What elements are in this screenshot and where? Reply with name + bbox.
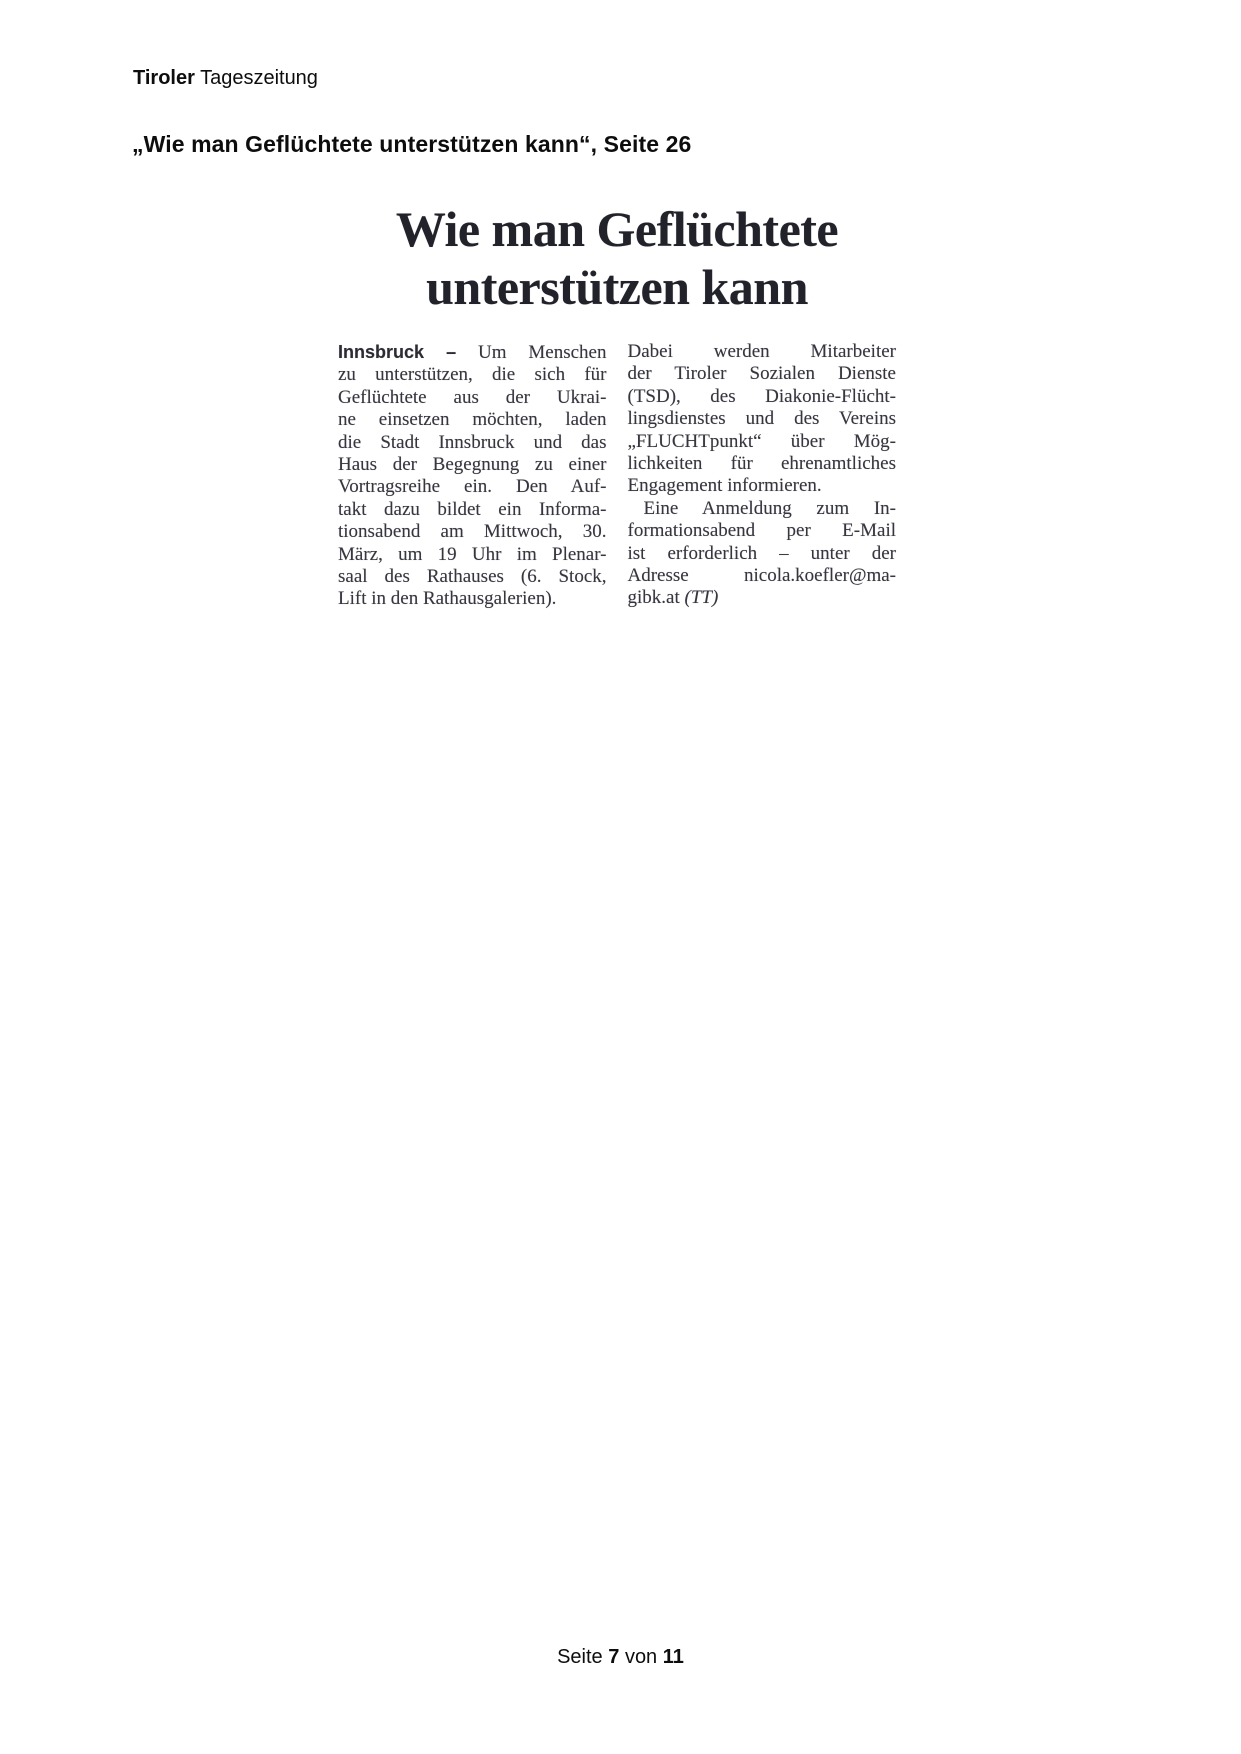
article-line: Engagement informieren.	[627, 475, 822, 497]
article-headline	[338, 200, 896, 316]
article-line: formationsabend per E-Mail	[627, 520, 896, 542]
article-line: März, um 19 Uhr im Plenar-	[338, 543, 607, 565]
article-line: „FLUCHTpunkt“ über Mög-	[627, 430, 896, 452]
article-headline-line1: Wie man Geflüchtete	[395, 201, 839, 257]
article-line: Adresse nicola.koefler@ma-	[627, 565, 896, 587]
newspaper-clipping	[338, 200, 896, 611]
article-line: Eine Anmeldung zum In-	[643, 497, 896, 519]
article-line: Lift in den Rathausgalerien).	[338, 588, 557, 610]
article-line: die Stadt Innsbruck und das	[338, 431, 607, 453]
article-line: lichkeiten für ehrenamtliches	[627, 453, 896, 475]
newspaper-source-rest: Tageszeitung	[194, 67, 318, 89]
article-line	[628, 587, 897, 609]
article-line: lingsdienstes und des Vereins	[627, 408, 896, 430]
article-line: Dabei werden Mitarbeiter	[627, 341, 896, 362]
footer-of: von	[624, 1646, 658, 1668]
article-headline-line2: unterstützen kann	[426, 259, 808, 315]
article-line: ne einsetzen möchten, laden	[338, 409, 607, 431]
article-credit: (TT)	[684, 587, 719, 609]
article-dateline: Innsbruck –	[338, 342, 457, 362]
newspaper-source-bold: Tiroler	[133, 67, 195, 89]
article-column-right	[628, 341, 897, 611]
page-footer	[0, 1646, 1241, 1669]
document-heading: „Wie man Geflüchtete unterstützen kann“, Seite 26	[132, 131, 692, 157]
article-body	[338, 341, 896, 611]
article-column-left	[338, 341, 607, 611]
article-line: der Tiroler Sozialen Dienste	[627, 363, 896, 385]
article-line: takt dazu bildet ein Informa-	[338, 498, 607, 520]
article-line: Vortragsreihe ein. Den Auf-	[338, 476, 607, 498]
newspaper-source	[133, 66, 318, 90]
article-line: zu unterstützen, die sich für	[338, 364, 607, 386]
footer-label: Seite	[557, 1646, 603, 1668]
article-line: Geflüchtete aus der Ukrai-	[338, 386, 607, 408]
article-line: tionsabend am Mittwoch, 30.	[338, 521, 607, 543]
article-line: Haus der Begegnung zu einer	[338, 454, 607, 476]
article-line-text: Um Menschen	[456, 342, 607, 363]
article-line: saal des Rathauses (6. Stock,	[338, 566, 607, 588]
footer-total-pages: 11	[662, 1646, 684, 1668]
footer-page-number: 7	[608, 1646, 620, 1668]
article-line-text: gibk.at	[627, 587, 685, 609]
article-line: (TSD), des Diakonie-Flücht-	[627, 385, 896, 407]
article-line	[338, 341, 607, 364]
article-line: ist erforderlich – unter der	[627, 542, 896, 564]
